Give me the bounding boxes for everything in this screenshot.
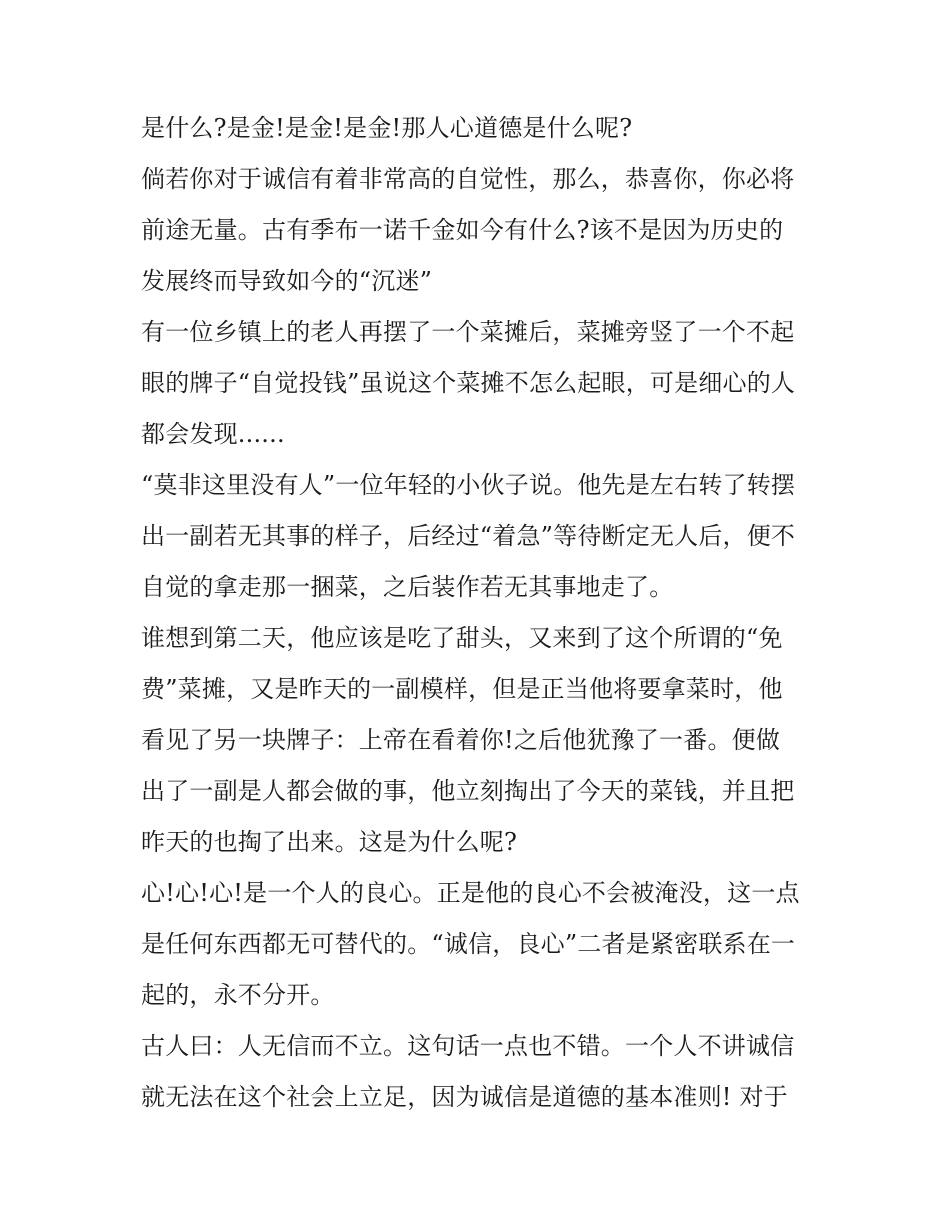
text-line: 看见了另一块牌子：上帝在看着你!之后他犹豫了一番。便做	[141, 726, 781, 754]
text-line: 是任何东西都无可替代的。“诚信，良心”二者是紧密联系在一	[141, 930, 796, 958]
text-line: 有一位乡镇上的老人再摆了一个菜摊后，菜摊旁竖了一个不起	[141, 318, 795, 346]
text-line: 前途无量。古有季布一诺千金如今有什么?该不是因为历史的	[141, 216, 784, 244]
text-line: 发展终而导致如今的“沉迷”	[141, 267, 433, 295]
body-text	[141, 103, 821, 1123]
text-line: 自觉的拿走那一捆菜，之后装作若无其事地走了。	[141, 573, 674, 601]
text-line: 是什么?是金!是金!是金!那人心道德是什么呢?	[141, 114, 633, 142]
text-line: 就无法在这个社会上立足，因为诚信是道德的基本准则! 对于	[141, 1083, 788, 1111]
text-line: 起的，永不分开。	[141, 981, 335, 1009]
text-line: 眼的牌子“自觉投钱”虽说这个菜摊不怎么起眼，可是细心的人	[141, 369, 796, 397]
text-line: 古人曰：人无信而不立。这句话一点也不错。一个人不讲诚信	[141, 1032, 795, 1060]
text-line: 倘若你对于诚信有着非常高的自觉性，那么，恭喜你，你必将	[141, 165, 795, 193]
text-line: 费”菜摊，又是昨天的一副模样，但是正当他将要拿菜时，他	[141, 675, 783, 703]
text-line: “莫非这里没有人”一位年轻的小伙子说。他先是左右转了转摆	[141, 471, 796, 499]
text-line: 出了一副是人都会做的事，他立刻掏出了今天的菜钱，并且把	[141, 777, 795, 805]
text-line: 谁想到第二天，他应该是吃了甜头，又来到了这个所谓的“免	[141, 624, 783, 652]
text-line: 昨天的也掏了出来。这是为什么呢?	[141, 828, 518, 856]
text-line: 出一副若无其事的样子，后经过“着急”等待断定无人后，便不	[141, 522, 796, 550]
text-line: 都会发现......	[141, 420, 285, 448]
text-line: 心!心!心!是一个人的良心。正是他的良心不会被淹没，这一点	[141, 879, 800, 907]
